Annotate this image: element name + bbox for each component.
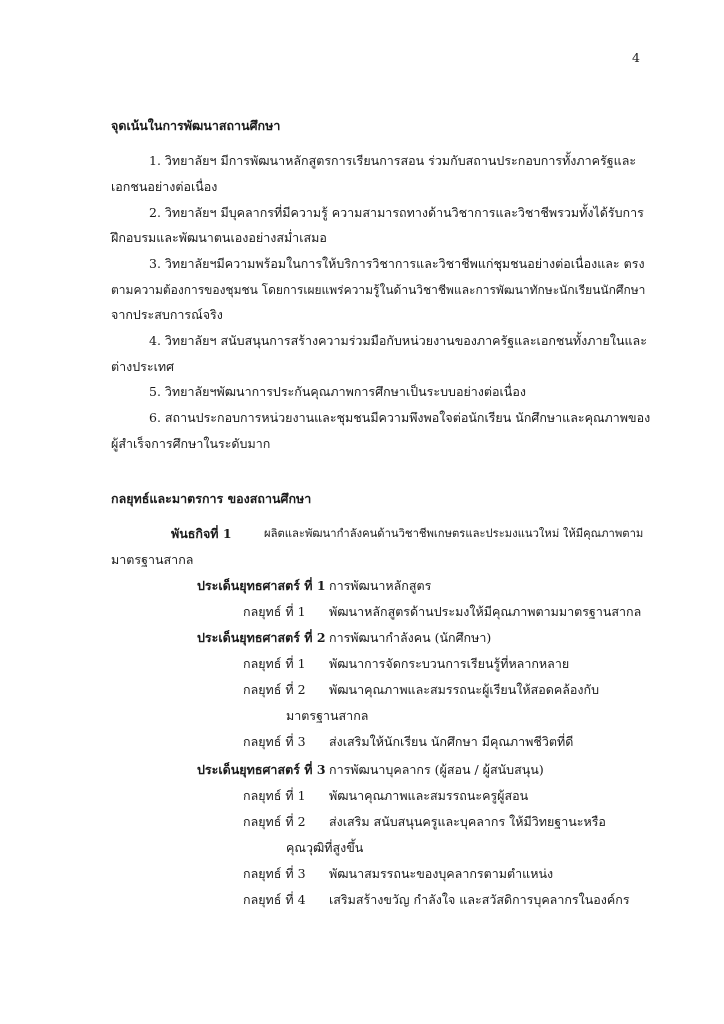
strategy-text: พัฒนาคุณภาพและสมรรถนะครูผู้สอน [329,788,529,803]
strategy-text: ส่งเสริมให้นักเรียน นักศึกษา มีคุณภาพชีวิตที่ดี [329,734,574,749]
strategy-text-continued: มาตรฐานสากล [286,708,369,723]
strategic-issue-3-label: ประเด็นยุทธศาสตร์ ที่ 3 [197,762,326,777]
strategy-text-continued: คุณวุฒิที่สูงขึ้น [286,840,364,855]
focus-item-4-line1: 4. วิทยาลัยฯ สนับสนุนการสร้างความร่วมมือกับหน่วยงานของภาครัฐและเอกชนทั้งภายในและ [149,333,647,348]
mission-text-line2: มาตรฐานสากล [111,552,194,567]
strategy-label: กลยุทธ์ ที่ 4 [243,892,306,907]
strategy-text: พัฒนาสมรรถนะของบุคลากรตามตำแหน่ง [329,866,554,881]
focus-item-6-line1: 6. สถานประกอบการหน่วยงานและชุมชนมีความพึงพอใจต่อนักเรียน นักศึกษาและคุณภาพของ [149,410,651,425]
strategic-issue-1-title: การพัฒนาหลักสูตร [329,578,432,593]
strategy-text: พัฒนาการจัดกระบวนการเรียนรู้ที่หลากหลาย [329,656,570,671]
page-number: 4 [632,50,640,65]
strategic-issue-2-title: การพัฒนากำลังคน (นักศึกษา) [329,630,492,645]
strategy-label: กลยุทธ์ ที่ 1 [243,656,306,671]
strategy-text: พัฒนาหลักสูตรด้านประมงให้มีคุณภาพตามมาตรฐานสากล [329,604,642,619]
focus-item-2-line2: ฝึกอบรมและพัฒนาตนเองอย่างสม่ำเสมอ [111,230,327,245]
focus-item-2-line1: 2. วิทยาลัยฯ มีบุคลากรที่มีความรู้ ความสามารถทางด้านวิชาการและวิชาชีพรวมทั้งได้รับการ [149,205,644,220]
strategy-label: กลยุทธ์ ที่ 1 [243,604,306,619]
mission-text: ผลิตและพัฒนากำลังคนด้านวิชาชีพเกษตรและประมงแนวใหม่ ให้มีคุณภาพตาม [264,527,644,540]
strategy-text: ส่งเสริม สนับสนุนครูและบุคลากร ให้มีวิทยฐานะหรือ [329,814,606,829]
focus-item-1-line1: 1. วิทยาลัยฯ มีการพัฒนาหลักสูตรการเรียนการสอน ร่วมกับสถานประกอบการทั้งภาครัฐและ [149,153,637,168]
mission-label: พันธกิจที่ 1 [171,526,232,541]
focus-item-4-line2: ต่างประเทศ [111,359,175,374]
section-heading-strategy: กลยุทธ์และมาตรการ ของสถานศึกษา [111,491,312,506]
strategy-text: พัฒนาคุณภาพและสมรรถนะผู้เรียนให้สอดคล้องกับ [329,682,600,697]
section-heading-focus: จุดเน้นในการพัฒนาสถานศึกษา [111,118,281,133]
focus-item-3-line3: จากประสบการณ์จริง [111,307,223,322]
focus-item-5-line1: 5. วิทยาลัยฯพัฒนาการประกันคุณภาพการศึกษาเป็นระบบอย่างต่อเนื่อง [149,384,526,399]
strategy-label: กลยุทธ์ ที่ 3 [243,734,306,749]
focus-item-3-line1: 3. วิทยาลัยฯมีความพร้อมในการให้บริการวิชาการและวิชาชีพแก่ชุมชนอย่างต่อเนื่องและ ตรง [149,256,645,271]
strategic-issue-3-title: การพัฒนาบุคลากร (ผู้สอน / ผู้สนับสนุน) [329,762,544,777]
strategy-label: กลยุทธ์ ที่ 3 [243,866,306,881]
strategic-issue-2-label: ประเด็นยุทธศาสตร์ ที่ 2 [197,630,326,645]
focus-item-6-line2: ผู้สำเร็จการศึกษาในระดับมาก [111,436,271,451]
strategy-label: กลยุทธ์ ที่ 1 [243,788,306,803]
strategy-text: เสริมสร้างขวัญ กำลังใจ และสวัสดิการบุคลากรในองค์กร [329,892,630,907]
focus-item-3-line2: ตามความต้องการของชุมชน โดยการเผยแพร่ความรู้ในด้านวิชาชีพและการพัฒนาทักษะนักเรียนนักศึกษา [111,283,646,297]
strategy-label: กลยุทธ์ ที่ 2 [243,814,306,829]
strategy-label: กลยุทธ์ ที่ 2 [243,682,306,697]
strategic-issue-1-label: ประเด็นยุทธศาสตร์ ที่ 1 [197,578,326,593]
focus-item-1-line2: เอกชนอย่างต่อเนื่อง [111,179,218,194]
